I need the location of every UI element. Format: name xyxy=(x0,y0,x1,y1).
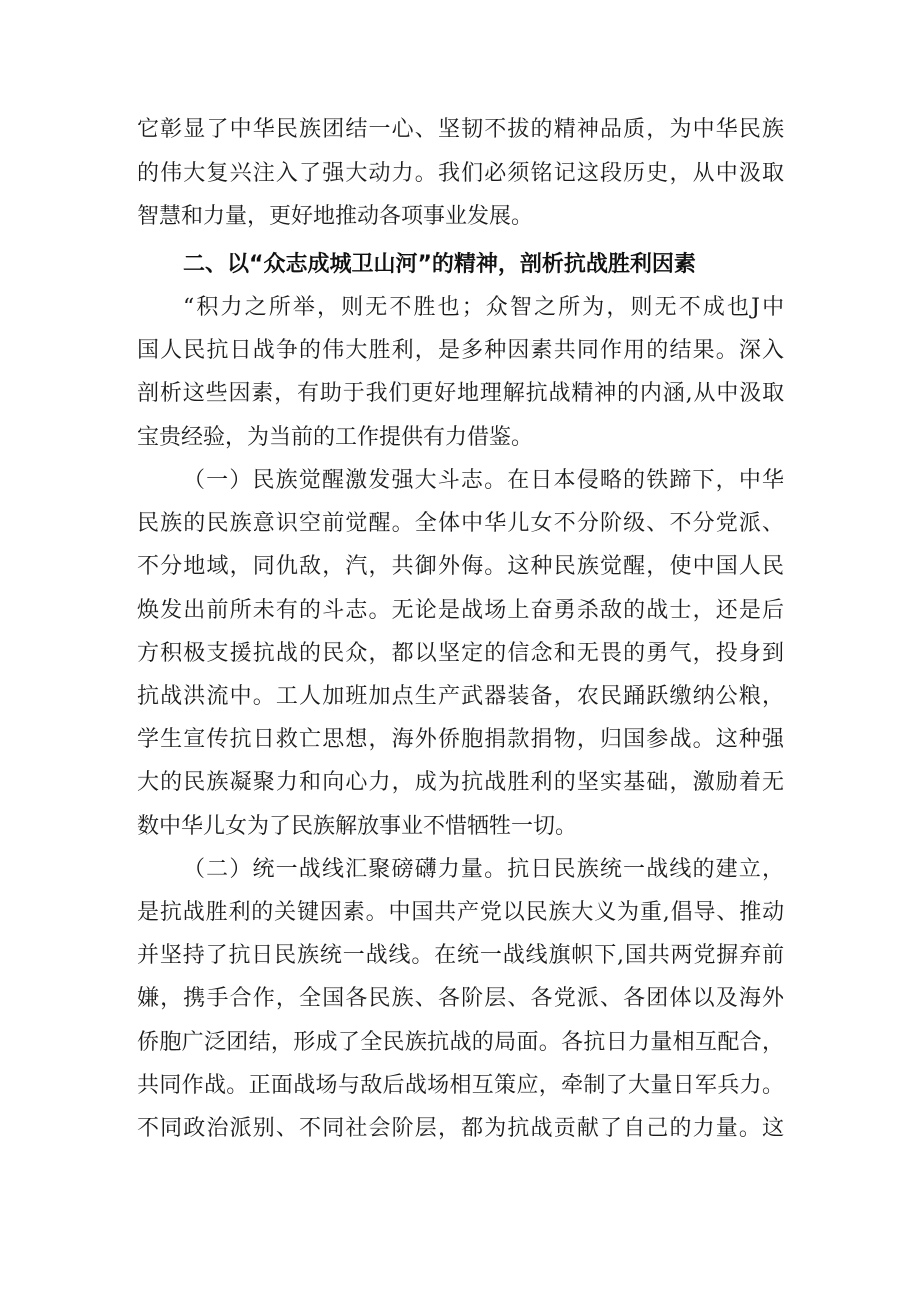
para3-line-2: 是抗战胜利的关键因素。中国共产党以民族大义为重,倡导、推动 xyxy=(137,900,785,925)
para1-line-1: “积力之所举，则无不胜也；众智之所为，则无不成也J中 xyxy=(183,295,787,320)
section-heading: 二、以“众志成城卫山河”的精神，剖析抗战胜利因素 xyxy=(183,252,696,277)
para2-line-2: 民族的民族意识空前觉醒。全体中华儿女不分阶级、不分党派、 xyxy=(137,511,786,536)
para3-line-4: 嫌，携手合作，全国各民族、各阶层、各党派、各团体以及海外 xyxy=(137,986,786,1011)
para2-line-6: 抗战洪流中。工人加班加点生产武器装备，农民踊跃缴纳公粮， xyxy=(137,684,786,709)
para1-line-2: 国人民抗日战争的伟大胜利，是多种因素共同作用的结果。深入 xyxy=(137,338,786,363)
intro-line-2: 的伟大复兴注入了强大动力。我们必须铭记这段历史，从中汲取 xyxy=(137,161,786,186)
intro-line-1: 它彰显了中华民族团结一心、坚韧不拔的精神品质，为中华民族 xyxy=(137,117,786,142)
para1-line-3: 剖析这些因素，有助于我们更好地理解抗战精神的内涵,从中汲取 xyxy=(137,381,785,406)
para3-line-6: 共同作战。正面战场与敌后战场相互策应，牵制了大量日军兵力。 xyxy=(137,1073,785,1098)
para2-line-5: 方积极支援抗战的民众，都以坚定的信念和无畏的勇气，投身到 xyxy=(137,641,786,666)
para3-line-1: （二）统一战线汇聚磅礴力量。抗日民族统一战线的建立， xyxy=(183,857,786,882)
para1-line-4: 宝贵经验，为当前的工作提供有力借鉴。 xyxy=(137,425,534,450)
para2-line-1: （一）民族觉醒激发强大斗志。在日本侵略的铁蹄下，中华 xyxy=(183,468,786,493)
para2-line-8: 大的民族凝聚力和向心力，成为抗战胜利的坚实基础，激励着无 xyxy=(137,770,786,795)
para2-line-4: 焕发出前所未有的斗志。无论是战场上奋勇杀敌的战士，还是后 xyxy=(137,598,786,623)
para2-line-3: 不分地域，同仇敌，汽，共御外侮。这种民族觉醒，使中国人民 xyxy=(137,554,786,579)
para3-line-7: 不同政治派别、不同社会阶层，都为抗战贡献了自己的力量。这 xyxy=(137,1116,786,1141)
para3-line-3: 并坚持了抗日民族统一战线。在统一战线旗帜下,国共两党摒弃前 xyxy=(137,943,785,968)
para2-line-7: 学生宣传抗日救亡思想，海外侨胞捐款捐物，归国参战。这种强 xyxy=(137,727,786,752)
para2-line-9: 数中华儿女为了民族解放事业不惜牺牲一切。 xyxy=(137,814,578,839)
intro-line-3: 智慧和力量，更好地推动各项事业发展。 xyxy=(137,204,534,229)
para3-line-5: 侨胞广泛团结，形成了全民族抗战的局面。各抗日力量相互配合， xyxy=(137,1030,785,1055)
